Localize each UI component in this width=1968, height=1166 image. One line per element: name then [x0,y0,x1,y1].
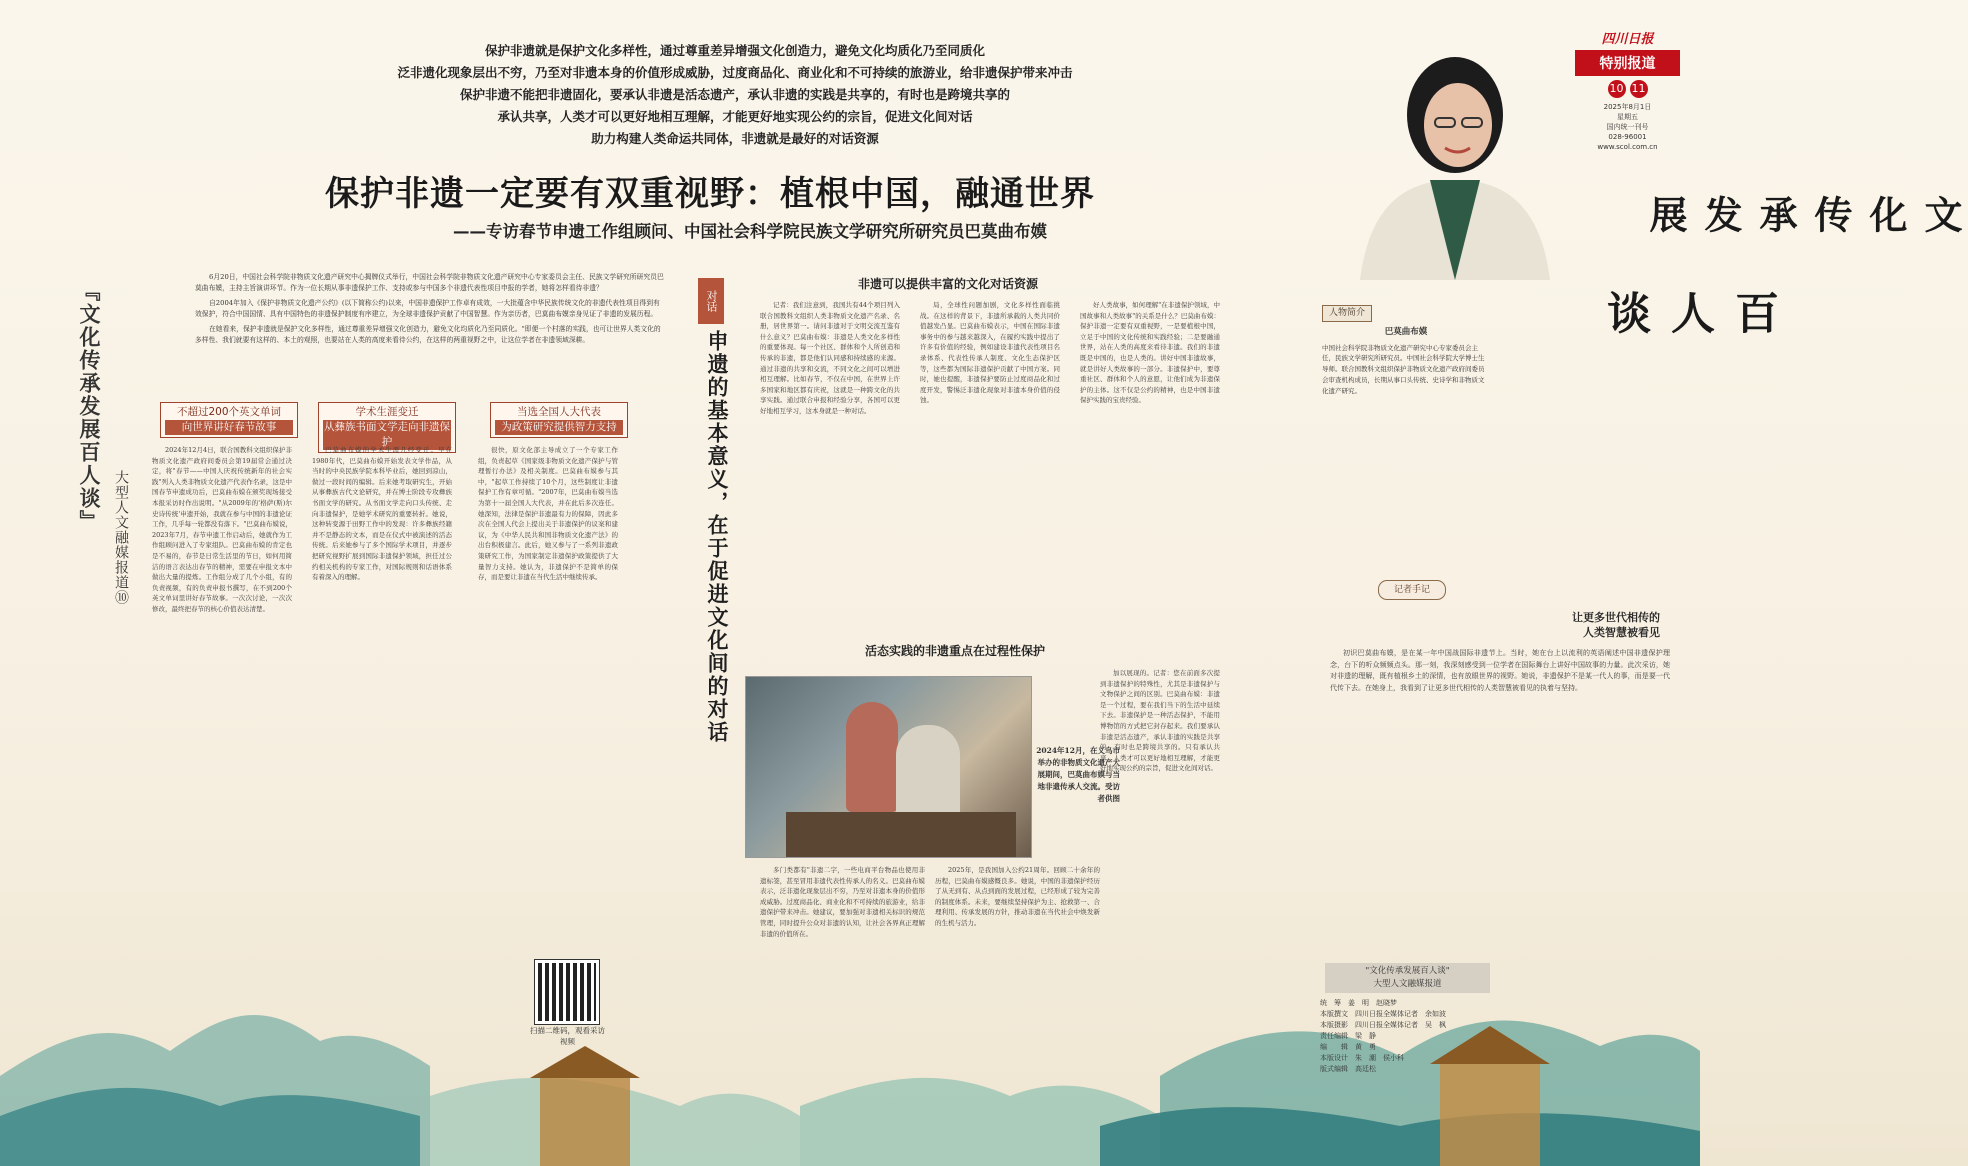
masthead-meta [1575,102,1680,152]
credit-row: 本版撰文 四川日报全媒体记者 余如波 [1320,1010,1446,1018]
badge-line: 为政策研究提供智力支持 [495,420,623,435]
intro-line: 承认共享，人类才可以更好地相互理解，才能更好地实现公约的宗旨，促进文化间对话 [497,109,973,124]
credit-row: 统 筹 姜 明 赵晓梦 [1320,999,1397,1007]
notes-title [1330,610,1660,640]
qr-caption: 扫描二维码，观看采访视频 [530,1026,605,1046]
calligraphy-line-1: 文化传承发展 [1643,195,1963,231]
body-column-2 [312,445,452,1005]
qr-code[interactable] [535,960,599,1024]
credits-list [1320,998,1495,1075]
photo-table [786,812,1016,857]
column-text: 很快，原文化部主导成立了一个专家工作组，负责起草《国家级非物质文化遗产保护与管理暂行办法》及相关制度。巴莫曲布嫫参与其中，"起草工作持续了10个月，这些制度让非遗保护工作有章可循。"2007年，巴莫曲布嫫当选为第十一届全国人大代表，并在此后多次连任。她深知，法律是保护非遗最有力的保障，因此多次在全国人代会上提出关于非遗保护的议案和建议，为《中华人民共和国非物质文化遗产法》的出台积极建言。此后，她又参与了一系列非遗政策研究工作，为国家制定非遗保护政策提供了大量智力支持。她认为，非遗保护不是简单的保存，而是要让非遗在当代生活中继续传承。 [478,446,618,582]
dialogue-tag: 对话 [698,278,724,324]
intro-line: 泛非遗化现象层出不穷，乃至对非遗本身的价值形成威胁，过度商品化、商业化和不可持续的旅游业，给非遗保护带来冲击 [397,65,1073,80]
credit-row: 责任编辑 梁 静 [1320,1032,1376,1040]
body-column-7 [1100,668,1220,868]
profile-box [1322,305,1490,397]
masthead [1575,28,1680,152]
notes-body [1330,648,1670,948]
credit-box-line: 大型人文融媒报道 [1373,979,1442,989]
intro-highlights [395,40,1075,150]
photo-figure [896,725,960,825]
calligraphy-line-2: 百人谈 [1599,290,1778,330]
page-subtitle: ——专访春节申遗工作组顾问、中国社会科学院民族文学研究所研究员巴莫曲布嫫 [453,222,1047,241]
column-text: 2025年，是我国加入公约21周年。回顾二十余年的历程，巴莫曲布嫫感慨良多。她说，中国的非遗保护经历了从无到有、从点到面的发展过程，已经形成了较为完善的制度体系。未来，要继续坚持保护为主、抢救第一、合理利用、传承发展的方针，推动非遗在当代社会中焕发新的生机与活力。 [935,866,1100,927]
vertical-headline: 申遗的基本意义，在于促进文化间的对话 [705,330,729,744]
body-column-1 [152,445,292,1005]
body-column-4 [760,300,900,630]
issue-cn: 国内统一刊号 [1606,123,1649,131]
credit-row: 本版摄影 四川日报全媒体记者 吴 枫 [1320,1021,1446,1029]
body-column-3 [478,445,618,945]
section-label: 特别报道 [1575,50,1680,76]
page-left: 10 [1608,80,1626,98]
page-numbers [1575,80,1680,98]
lead-paragraph: 在她看来，保护非遗就是保护文化多样性，通过尊重差异增强文化创造力，避免文化均质化乃至同质化。"即便一个村落的实践，也可让世界人类文化的多样性、我们就要有这样的、本土的观照，也要站在人类的高度来看待公约，在这样的两重视野之中，让这位学者在非遗领域深耕。 [195,325,661,344]
column-text: 多门类都有"非遗二字，一些电商平台物品也使用非遗标签，甚至冒用非遗代表性传承人的名义。巴莫曲布嫫表示，泛非遗化现象层出不穷，乃至对非遗本身的价值形成威胁。过度商品化、商业化和不可持续的旅游业，给非遗保护带来冲击。她建议，要加强对非遗相关标识的规范管理，同时提升公众对非遗的认知，让社会各界真正理解非遗的价值所在。 [760,866,925,938]
photo-caption: 2024年12月，在义乌市举办的非物质文化遗产大展期间，巴莫曲布嫫与当地非遗传承人交流。受访者供图 [1036,746,1120,803]
paper-name: 四川日报 [1601,32,1654,47]
section-heading-1: 非遗可以提供丰富的文化对话资源 [858,277,1039,291]
body-column-9 [935,865,1100,1035]
column-text: 加以展现的。记者：您在前面多次提到非遗保护的特殊性，尤其是非遗保护与文物保护之间的区别。巴莫曲布嫫：非遗是一个过程，要在我们当下的生活中延续下去。非遗保护是一种活态保护，不能用博物馆的方式把它封存起来。我们要承认非遗是活态遗产，承认非遗的实践是共享的，有时也是跨境共享的。只有承认共享，人类才可以更好地相互理解，才能更好地实现公约的宗旨，促进文化间对话。 [1100,669,1220,773]
credit-row: 本版设计 朱 潮 侯小科 [1320,1054,1404,1062]
issue-website: www.scol.com.cn [1597,143,1658,151]
body-column-8 [760,865,925,1035]
intro-line: 保护非遗不能把非遗固化，要承认非遗是活态遗产，承认非遗的实践是共享的，有时也是跨境共享的 [459,87,1010,102]
body-column-5 [920,300,1060,630]
notes-tag: 记者手记 [1378,580,1446,600]
lead-paragraph: 6月20日，中国社会科学院非物质文化遗产研究中心揭牌仪式举行，中国社会科学院非物质文化遗产研究中心专家委员会主任、民族文学研究所研究员巴莫曲布嫫，主持主旨演讲环节。作为一位长期从事非遗保护工作、支持或参与中国多个非遗代表性项目申报的学者，她将怎样看待非遗？ [195,273,664,292]
column-text: 2024年12月4日，联合国教科文组织保护非物质文化遗产政府间委员会第19届常会通过决定，将"春节——中国人庆祝传统新年的社会实践"列入人类非物质文化遗产代表作名录，这是中国春节申遗成功后，巴莫曲布嫫在颁奖现场接受本报采访时作出说明。"从2009年的'格萨(斯)尔史诗传统'申遗开始，我就在参与中国的非遗论证工作，几乎每一轮都没有落下。"巴莫曲布嫫说，2023年7月，春节申遗工作启动后，她就作为工作组顾问进入了专家组队。巴莫曲布嫫的肯定也是不易的，春节是日常生活里的节日，如何用简洁的语言表达出春节的精神，需要在申报文本中做出大量的提炼。工作组分成了几个小组，有的负责视频，有的负责申报书撰写，在不到200个英文单词里讲好春节故事。一次次讨论，一次次修改，最终把春节的核心价值表达清楚。 [152,446,292,613]
credit-row: 版式编辑 高廷松 [1320,1065,1376,1073]
subhead-badge-3 [490,402,628,438]
portrait-image [1320,30,1590,280]
intro-line: 保护非遗就是保护文化多样性，通过尊重差异增强文化创造力，避免文化均质化乃至同质化 [484,43,985,58]
series-credit-box [1325,963,1490,993]
series-subtitle: 大型人文融媒报道⑩ [113,470,129,605]
notes-title-line: 人类智慧被看见 [1583,626,1660,639]
issue-date: 2025年8月1日 [1603,103,1652,111]
profile-heading: 人物简介 [1322,305,1372,322]
column-text: 好人类故事，如何理解"在非遗保护领域，中国故事和人类故事"的关系是什么？巴莫曲布嫫：保护非遗一定要有双重视野，一是要植根中国，立足于中国的文化传统和实践经验；二是要融通世界，站在人类的高度来看待非遗。我们的非遗既是中国的，也是人类的。讲好中国非遗故事，就是讲好人类故事的一部分。非遗保护中，要尊重社区、群体和个人的意愿，让他们成为非遗保护的主体。这不仅是公约的精神，也是中国非遗保护实践的宝贵经验。 [1080,301,1220,405]
section-heading-2: 活态实践的非遗重点在过程性保护 [865,644,1046,658]
badge-line: 向世界讲好春节故事 [165,420,293,435]
badge-line: 不超过200个英文单词 [176,406,282,418]
credit-box-line: "文化传承发展百人谈" [1365,966,1450,976]
subhead-badge-1 [160,402,298,438]
badge-line: 从彝族书面文学走向非遗保护 [324,421,450,448]
issue-weekday: 星期五 [1617,113,1638,121]
interview-photo [745,676,1032,858]
badge-line: 学术生涯变迁 [355,406,419,418]
intro-line: 助力构建人类命运共同体，非遗就是最好的对话资源 [591,131,879,146]
column-text: 巴莫曲布嫫的学术生涯几经变迁。早在1980年代，巴莫曲布嫫开始发表文学作品，从当时的中央民族学院本科毕业后，她回到凉山，做过一段时间的编辑。后来她考取研究生，开始从事彝族古代文论研究，并在博士阶段专攻彝族书面文学的研究。从书面文学走向口头传统、走向非遗保护，是她学术研究的重要转折。她说，这种转变源于田野工作中的发现：许多彝族经籍并不是静态的文本，而是在仪式中被演述的活态传统。后来她参与了多个国际学术项目，并逐步把研究视野扩展到国际非遗保护领域，担任过公约相关机构的专家工作，对国际规则和话语体系有着深入的理解。 [312,446,452,582]
lead-text [195,272,665,350]
photo-figure [846,702,898,812]
body-column-6 [1080,300,1220,630]
profile-name: 巴莫曲布嫫 [1384,326,1428,337]
profile-text: 中国社会科学院非物质文化遗产研究中心专家委员会主任，民族文学研究所研究员。中国社会科学院大学博士生导师。联合国教科文组织保护非物质文化遗产政府间委员会审查机构成员，长期从事口头传统、史诗学和非物质文化遗产研究。 [1322,343,1485,395]
notes-title-line: 让更多世代相传的 [1572,611,1660,624]
column-text: 初识巴莫曲布嫫，是在某一年中国战国际非遗节上。当时，她在台上以流利的英语阐述中国非遗保护理念，台下的听众频频点头。那一刻，我深刻感受到一位学者在国际舞台上讲好中国故事的力量。此次采访，她对非遗的理解，既有植根乡土的深情，也有放眼世界的视野。她说，非遗保护不是某一代人的事，而是要一代代传下去。在她身上，我看到了让更多世代相传的人类智慧被看见的执着与坚持。 [1330,649,1670,692]
lead-paragraph: 自2004年加入《保护非物质文化遗产公约》(以下简称公约)以来，中国非遗保护工作卓有成效，一大批蕴含中华民族传统文化的非遗代表性项目得到有效保护，符合中国国情、具有中国特色的非遗保护制度有序建立，为全球非遗保护贡献了中国智慧。作为亲历者，巴莫曲布嫫亲身见证了非遗的发展历程。 [195,299,660,318]
column-text: 记者：我们注意到，我国共有44个项目列入联合国教科文组织人类非物质文化遗产名录、名册，居世界第一。请问非遗对于文明交流互鉴有什么意义？巴莫曲布嫫：非遗是人类文化多样性的重要体现。每一个社区、群体和个人所创造和传承的非遗，都是他们认同感和持续感的来源。通过非遗的共享和交流，不同文化之间可以增进相互理解。比如春节，不仅在中国，在世界上许多国家和地区都有庆祝，这就是一种跨文化的共享实践。通过联合申报和经验分享，各国可以更好地相互学习，这本身就是一种对话。 [760,301,900,415]
page-title: 保护非遗一定要有双重视野：植根中国，融通世界 [325,174,1095,214]
issue-phone: 028-96001 [1608,133,1647,141]
badge-line: 当选全国人大代表 [517,406,601,418]
page-right: 11 [1630,80,1648,98]
series-title: 『文化传承发展百人谈』 [77,280,102,533]
credit-row: 编 辑 黄 勇 [1320,1043,1376,1051]
column-text: 局，全球性问题加剧，文化多样性面临挑战。在这样的背景下，非遗所承载的人类共同价值越发凸显。巴莫曲布嫫表示，中国在国际非遗事务中的参与越来越深入，在履约实践中提出了许多有价值的经验，例如建设非遗代表性项目名录体系、代表性传承人制度、文化生态保护区等，这些都为国际非遗保护贡献了中国方案。同时，她也提醒，非遗保护要防止过度商品化和过度开发，警惕泛非遗化现象对非遗本身价值的侵蚀。 [920,301,1060,405]
